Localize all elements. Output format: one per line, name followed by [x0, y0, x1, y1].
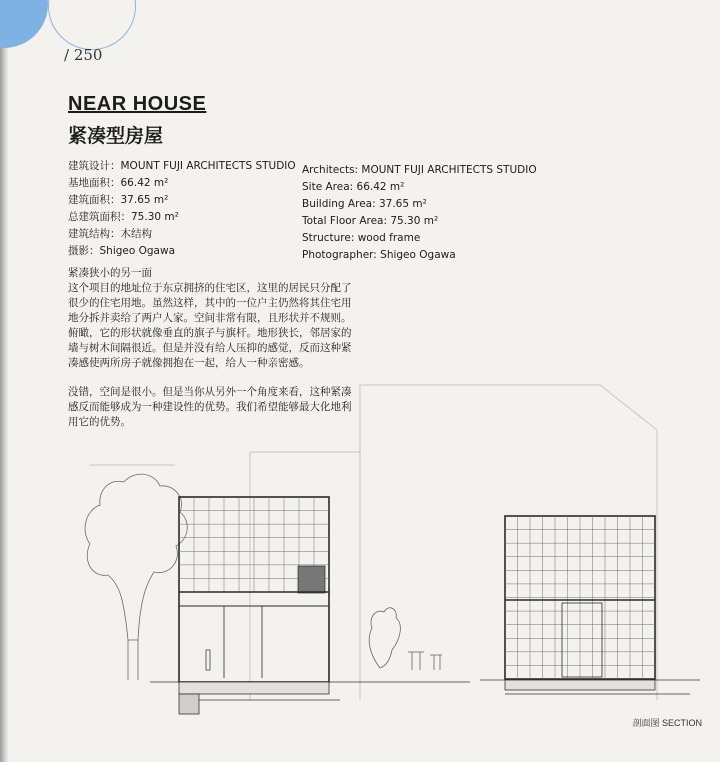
info-en-site-area: Site Area: 66.42 m² — [302, 181, 405, 193]
info-cn-photographer: 摄影：Shigeo Ogawa — [68, 245, 176, 257]
info-cn-structure: 建筑结构：木结构 — [68, 228, 152, 240]
title-english: NEAR HOUSE — [68, 93, 207, 115]
info-en-architect: Architects: MOUNT FUJI ARCHITECTS STUDIO — [302, 164, 537, 176]
page-number: / 250 — [64, 46, 103, 64]
shrub-and-furniture — [369, 608, 442, 670]
ground-line — [150, 680, 700, 714]
info-cn-total-floor-area: 总建筑面积：75.30 m² — [68, 211, 179, 223]
neighbor-outlines — [90, 385, 657, 700]
info-cn-site-area: 基地面积：66.42 m² — [68, 177, 169, 189]
tree-drawing — [85, 474, 187, 680]
info-en-structure: Structure: wood frame — [302, 232, 421, 244]
title-chinese: 紧凑型房屋 — [68, 125, 164, 147]
body-heading: 紧凑狭小的另一面 — [68, 267, 152, 279]
info-en-total-floor-area: Total Floor Area: 75.30 m² — [302, 215, 439, 227]
right-building-section — [505, 516, 655, 679]
info-en-photographer: Photographer: Shigeo Ogawa — [302, 249, 456, 261]
info-cn-architect: 建筑设计：MOUNT FUJI ARCHITECTS STUDIO — [68, 160, 296, 172]
body-paragraph-2: 没错，空间是很小。但是当你从另外一个角度来看，这种紧凑感反而能够成为一种建设性的优势。我们希望能够最大化地利用它的优势。 — [68, 386, 352, 428]
info-cn-building-area: 建筑面积：37.65 m² — [68, 194, 169, 206]
left-building-section — [179, 497, 329, 682]
body-paragraph-1: 这个项目的地址位于东京拥挤的住宅区，这里的居民只分配了很少的住宅用地。虽然这样，其中的一位户主仍然将其住宅用地分拆并卖给了两户人家。空间非常有限，且形状并不规则。俯瞰，它的形状就像垂直的旗子与旗杆。地形狭长，邻居家的墙与树木间隔很近。但是并没有给人压抑的感觉，反而这种紧凑感使两所房子就像拥抱在一起，给人一种亲密感。 — [68, 282, 352, 369]
section-caption: 剖面图 SECTION — [632, 718, 702, 728]
info-en-building-area: Building Area: 37.65 m² — [302, 198, 427, 210]
